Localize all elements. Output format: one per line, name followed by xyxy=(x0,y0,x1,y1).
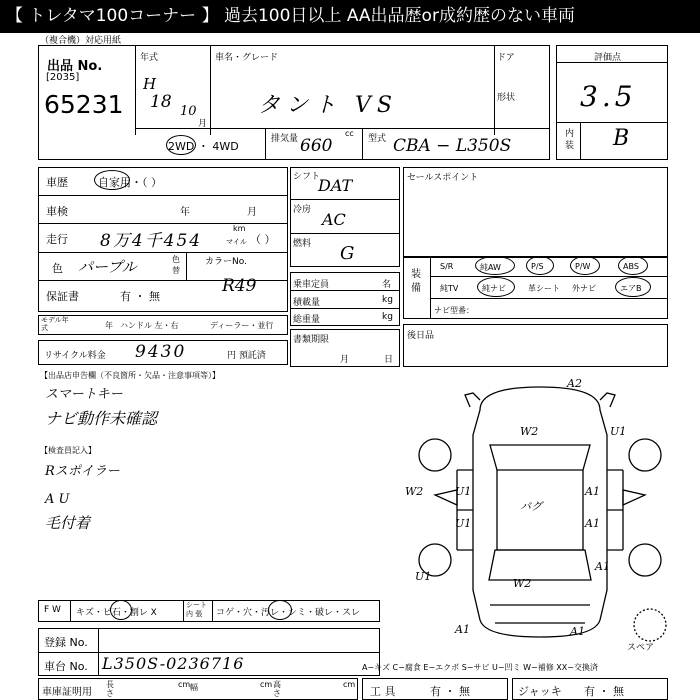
model-type-year-unit: 年 xyxy=(105,321,113,330)
year-month: 10 xyxy=(180,104,197,119)
fuel-label: 燃料 xyxy=(293,239,312,249)
drive-circle xyxy=(166,135,196,155)
interior-value: B xyxy=(613,126,630,151)
jack-value: 有 ・ 無 xyxy=(584,685,624,698)
model-type-dealer: ディーラー・並行 xyxy=(210,321,274,330)
year-label: 年式 xyxy=(140,53,159,63)
reg-no-label: 登録 No. xyxy=(44,636,88,649)
equip-pw: P/W xyxy=(575,262,591,271)
drive-type: 2WD ・ 4WD xyxy=(168,140,239,153)
sales-point-label: セールスポイント xyxy=(407,173,479,183)
equip-alloy-circle xyxy=(475,256,515,275)
garage-cert-label: 車庫証明用 xyxy=(42,687,92,698)
recycle-label: リサイクル料金 xyxy=(44,351,106,361)
model-type-handle: ハンドル 左・右 xyxy=(120,321,179,330)
chassis-no-label: 車台 No. xyxy=(44,660,88,673)
shift-value: DAT xyxy=(318,176,353,195)
color-no-value: R49 xyxy=(222,276,257,296)
mark-w2-left: W2 xyxy=(405,485,424,498)
notes-label: 【出品店申告欄（不良箇所・欠品・注意事項等）】 xyxy=(40,371,220,380)
equip-sr: S/R xyxy=(440,262,454,271)
mark-a2: A2 xyxy=(567,377,582,390)
equip-navi: 純ナビ xyxy=(482,284,506,293)
inspector-label: 【検査員記入】 xyxy=(40,446,96,455)
spare-label: スペア xyxy=(627,643,655,653)
garage-height-unit: cm xyxy=(343,680,356,689)
year-era: H xyxy=(143,75,157,93)
mark-u1-left-lower: U1 xyxy=(455,517,472,530)
warranty-label: 保証書 xyxy=(46,290,79,303)
interior-label: 内装 xyxy=(565,129,575,151)
year-value: 18 xyxy=(150,92,172,112)
mark-bug: バグ xyxy=(520,500,542,513)
capacity-seats-label: 乗車定員 xyxy=(293,280,330,290)
seat-label: シート内 張 xyxy=(186,601,207,618)
capacity-load-unit: kg xyxy=(382,295,393,305)
equip-ext-navi: 外ナビ xyxy=(572,284,596,293)
color-value: パープル xyxy=(78,258,137,276)
car-diagram xyxy=(395,375,685,650)
fw-label: F W xyxy=(44,605,61,615)
equip-ps-circle xyxy=(526,256,554,275)
mileage-km-unit: km xyxy=(233,224,246,233)
notes-line-2: ナビ動作未確認 xyxy=(45,409,158,428)
aircon-value: AC xyxy=(322,210,346,229)
color-change-label: 色替 xyxy=(172,255,180,275)
rear-note-box xyxy=(403,324,668,367)
score-label: 評価点 xyxy=(594,53,622,63)
history-label: 車歴 xyxy=(46,176,68,189)
seat-items: コゲ・穴・汚レ・シミ・破レ・スレ xyxy=(216,608,361,618)
displacement-value: 660 xyxy=(300,136,333,156)
recycle-value: 9430 xyxy=(135,342,187,362)
lot-number: 65231 xyxy=(44,90,124,119)
inspector-line-1: Rスポイラー xyxy=(45,464,120,479)
equip-pw-circle xyxy=(570,256,600,275)
recycle-unit: 円 預託済 xyxy=(227,351,266,361)
inspector-line-3: 毛付着 xyxy=(45,514,91,532)
lot-label: 出品 No. xyxy=(47,59,103,74)
inspection-year-unit: 年 xyxy=(180,207,190,218)
equipment-label: 装備 xyxy=(411,269,421,294)
rear-note-label: 後日品 xyxy=(407,331,435,341)
mark-a1-front-right: A1 xyxy=(570,625,585,638)
mileage-value: 8万4千454 xyxy=(100,231,203,251)
chassis-no-value: L350S-0236716 xyxy=(102,654,245,673)
garage-width-unit: cm xyxy=(260,680,273,689)
paper-note: （複合機）対応用紙 xyxy=(40,36,122,46)
docs-label: 書類期限 xyxy=(293,335,330,345)
name-label: 車名・グレード xyxy=(215,53,279,63)
mark-a1-front-left: A1 xyxy=(455,623,470,636)
tools-label: 工 具 xyxy=(370,685,396,698)
equip-leather: 革シート xyxy=(528,284,560,293)
garage-length-unit: cm xyxy=(178,680,191,689)
mark-u1-top-right: U1 xyxy=(610,425,627,438)
displacement-label: 排気量 xyxy=(271,134,299,144)
model-label: 型式 xyxy=(368,134,387,144)
fuel-value: G xyxy=(340,243,355,264)
equip-navi-circle xyxy=(477,277,515,297)
capacity-seats-unit: 名 xyxy=(382,280,392,290)
shift-label: シフト xyxy=(293,172,321,182)
mark-w2-roof: W2 xyxy=(520,425,539,438)
vehicle-name: タント VS xyxy=(258,93,398,118)
mark-a1-right-lower: A1 xyxy=(585,517,600,530)
inspector-line-2: A U xyxy=(45,492,70,507)
equip-tv: 純TV xyxy=(440,284,459,293)
year-month-unit: 月 xyxy=(198,119,208,129)
docs-day-unit: 日 xyxy=(384,355,394,365)
mileage-label: 走行 xyxy=(46,233,68,246)
mark-u1-rear: U1 xyxy=(415,570,432,583)
garage-height-label: 高さ xyxy=(273,680,281,698)
displacement-unit: cc xyxy=(345,129,354,138)
equip-ps: P/S xyxy=(531,262,544,271)
shape-label: 形状 xyxy=(497,93,516,103)
damage-legend: A−キズ C−腐食 E−エクボ S−サビ U−凹ミ W−補修 XX−交換済 xyxy=(362,663,598,672)
notes-line-1: スマートキー xyxy=(45,387,123,402)
equip-alloy: 純AW xyxy=(480,263,501,272)
navi-model-label: ナビ型番： xyxy=(434,306,474,315)
equip-airbag-circle xyxy=(615,277,651,297)
capacity-weight-label: 総重量 xyxy=(293,315,321,325)
equip-abs: ABS xyxy=(623,262,639,271)
score-value: 3.5 xyxy=(580,80,637,113)
mark-a1-right: A1 xyxy=(585,485,600,498)
history-circle xyxy=(94,170,130,190)
equip-airbag: エアB xyxy=(620,284,642,293)
aircon-label: 冷房 xyxy=(293,205,312,215)
color-label: 色 xyxy=(52,262,63,275)
docs-month-unit: 月 xyxy=(340,355,350,365)
mileage-bracket: （ ） xyxy=(250,233,276,246)
seat-circle xyxy=(268,600,292,620)
capacity-weight-unit: kg xyxy=(382,312,393,322)
inspection-label: 車検 xyxy=(46,205,68,218)
lot-small-number: [2035] xyxy=(46,72,80,83)
mark-w2-front: W2 xyxy=(513,577,532,590)
capacity-load-label: 積載量 xyxy=(293,298,321,308)
mark-u1-left: U1 xyxy=(455,485,472,498)
history-value: 自家用・（ ） xyxy=(98,176,162,189)
equip-abs-circle xyxy=(618,256,648,275)
jack-label: ジャッキ xyxy=(518,685,562,698)
model-value: CBA − L350S xyxy=(393,136,512,156)
door-label: ドア xyxy=(497,53,515,63)
warranty-value: 有 ・ 無 xyxy=(120,290,160,303)
color-no-label: カラーNo. xyxy=(205,257,247,267)
tools-value: 有 ・ 無 xyxy=(430,685,470,698)
inspection-month-unit: 月 xyxy=(247,207,257,218)
mark-a1-side: A1 xyxy=(595,560,610,573)
fw-circle xyxy=(110,600,132,620)
banner-title: 【 トレタマ100コーナー 】 過去100日以上 AA出品歴or成約歴のない車両 xyxy=(0,0,700,33)
garage-width-label: 幅 xyxy=(190,683,198,692)
model-type-label: モデル年式 xyxy=(41,316,69,332)
fw-items: キズ・ビ石・割レ X xyxy=(76,608,157,618)
mileage-mile-unit: マイル xyxy=(226,238,247,246)
garage-length-label: 長さ xyxy=(106,680,114,698)
